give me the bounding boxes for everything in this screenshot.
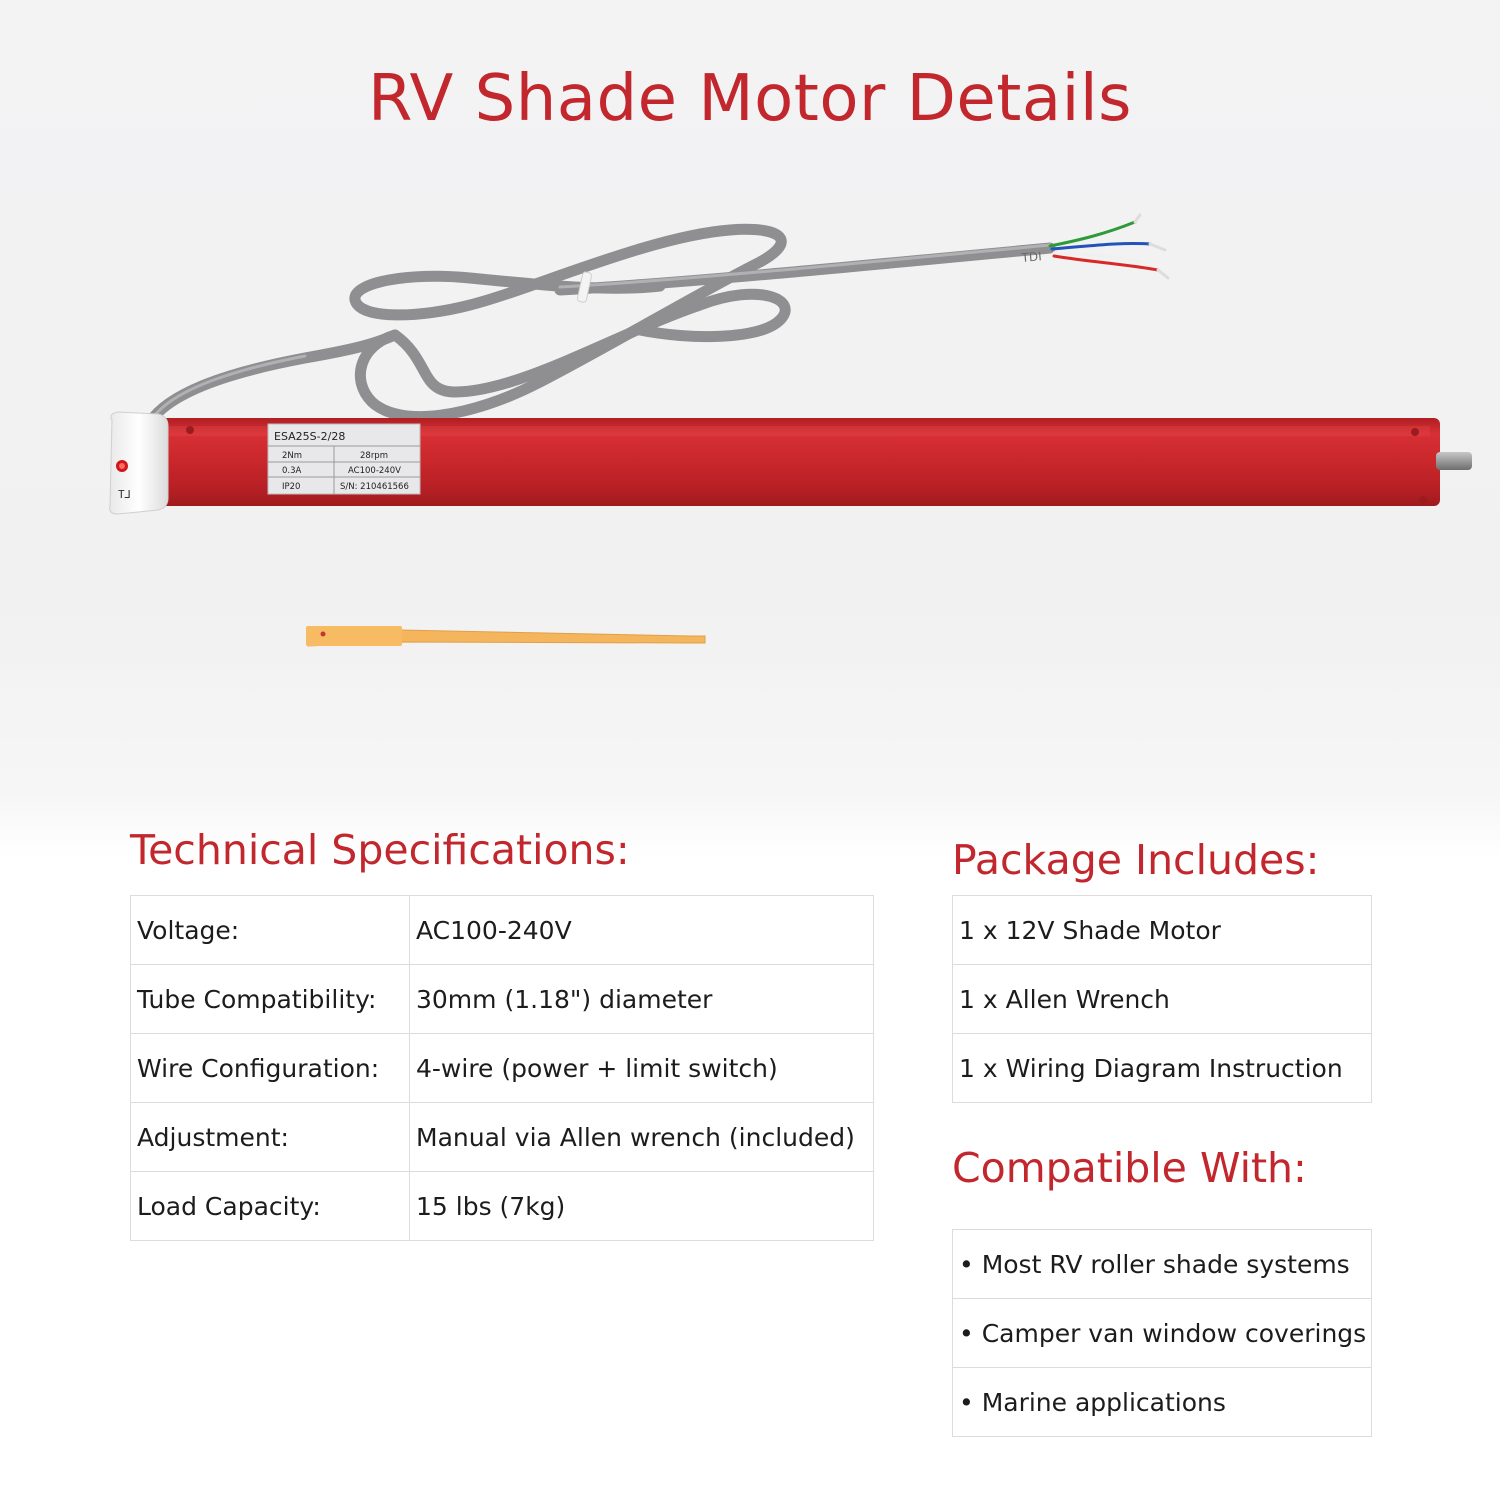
label-rating: IP20 [282, 482, 301, 492]
compatible-item: • Camper van window coverings [953, 1299, 1372, 1368]
package-heading: Package Includes: [952, 836, 1320, 884]
spec-key: Tube Compatibility: [131, 965, 410, 1034]
motor-shaft [1436, 452, 1472, 470]
list-item [953, 1299, 1372, 1368]
table-row [131, 1172, 874, 1241]
compatible-heading: Compatible With: [952, 1144, 1307, 1192]
package-item: 1 x Allen Wrench [953, 965, 1372, 1034]
list-item [953, 965, 1372, 1034]
spec-value: AC100-240V [410, 896, 874, 965]
compatible-item: • Most RV roller shade systems [953, 1230, 1372, 1299]
wire-ends [1050, 215, 1168, 278]
label-torque: 2Nm [282, 451, 303, 461]
list-item [953, 1368, 1372, 1437]
cable-highlights [152, 245, 1050, 419]
spec-key: Voltage: [131, 896, 410, 965]
product-photo [0, 180, 1500, 860]
label-serial: S/N: 210461566 [340, 482, 409, 492]
spec-value: 30mm (1.18") diameter [410, 965, 874, 1034]
spec-key: Wire Configuration: [131, 1034, 410, 1103]
motor-spec-label [268, 424, 420, 494]
package-table [952, 895, 1372, 1103]
allen-wrench [306, 626, 705, 646]
spec-key: Load Capacity: [131, 1172, 410, 1241]
tech-specs-heading: Technical Specifications: [130, 826, 630, 874]
compatible-table [952, 1229, 1372, 1437]
list-item [953, 1034, 1372, 1103]
package-item: 1 x 12V Shade Motor [953, 896, 1372, 965]
table-row [131, 1034, 874, 1103]
page-title: RV Shade Motor Details [368, 62, 1132, 136]
table-row [131, 1103, 874, 1172]
svg-text:T⅃: T⅃ [118, 488, 131, 501]
list-item [953, 1230, 1372, 1299]
table-row [131, 965, 874, 1034]
motor-end-cap [110, 412, 168, 514]
spec-value: 15 lbs (7kg) [410, 1172, 874, 1241]
package-item: 1 x Wiring Diagram Instruction [953, 1034, 1372, 1103]
label-speed: 28rpm [360, 451, 388, 461]
label-model: ESA25S-2/28 [274, 430, 346, 443]
cable-print: TDI [1021, 249, 1043, 265]
compatible-item: • Marine applications [953, 1368, 1372, 1437]
tech-specs-table [130, 895, 874, 1241]
spec-value: Manual via Allen wrench (included) [410, 1103, 874, 1172]
label-current: 0.3A [282, 466, 302, 476]
spec-value: 4-wire (power + limit switch) [410, 1034, 874, 1103]
table-row [131, 896, 874, 965]
spec-key: Adjustment: [131, 1103, 410, 1172]
list-item [953, 896, 1372, 965]
label-voltage: AC100-240V [348, 466, 401, 476]
